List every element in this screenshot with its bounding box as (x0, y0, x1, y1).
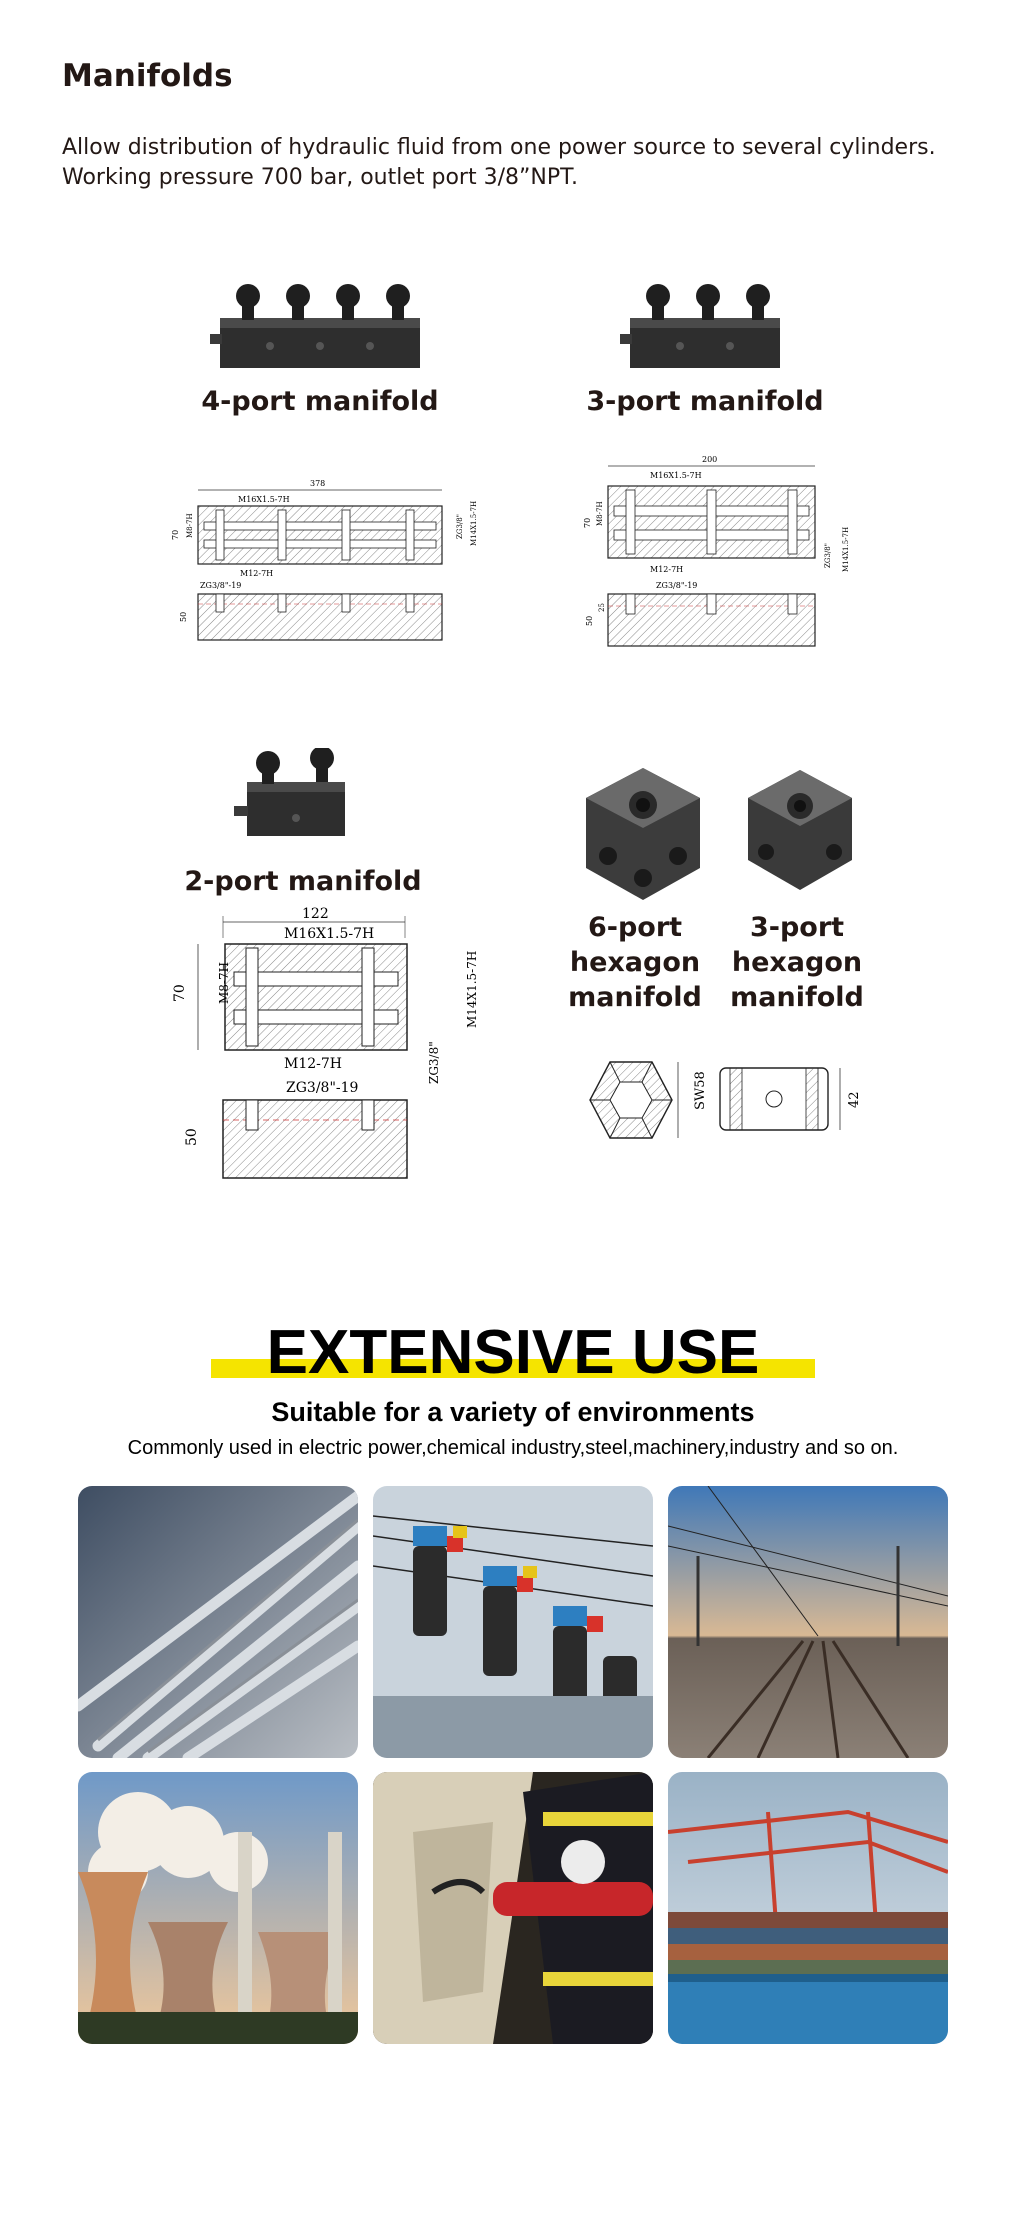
three-port-hex-photo (730, 760, 870, 900)
four-port-dim-height: 70 (171, 529, 180, 540)
three-port-dim-width: 200 (702, 455, 718, 464)
photo-pipes (78, 1486, 358, 1758)
two-port-thread-top: M16X1.5-7H (284, 926, 375, 942)
three-port-hex-label: 3-port hexagon manifold (730, 912, 864, 1013)
three-port-thread-top: M16X1.5-7H (650, 471, 702, 480)
photo-railway (668, 1486, 948, 1758)
three-port-hex-dim-height: 42 (847, 1091, 862, 1108)
three-port-drawing (570, 452, 870, 652)
two-port-port-thread: ZG3/8"-19 (286, 1080, 359, 1096)
four-port-manifold-photo (210, 278, 435, 378)
three-port-side-thread: M14X1.5-7H (842, 526, 850, 572)
three-port-dim-small: 25 (598, 603, 606, 612)
four-port-label: 4-port manifold (201, 386, 439, 417)
page-description (62, 133, 1022, 193)
four-port-thread-side: M8-7H (186, 513, 194, 538)
three-port-side-port: ZG3/8" (824, 543, 832, 568)
four-port-thread-bottom: M12-7H (240, 569, 274, 578)
page-title: Manifolds (62, 58, 233, 94)
two-port-thread-side: M8-7H (217, 961, 231, 1004)
four-port-port-thread: ZG3/8"-19 (200, 581, 242, 590)
three-port-thread-side: M8-7H (596, 501, 604, 526)
photo-rescue-worker (373, 1772, 653, 2044)
photo-container-port (668, 1772, 948, 2044)
photo-cooling-towers (78, 1772, 358, 2044)
photo-insulators (373, 1486, 653, 1758)
three-port-thread-bottom: M12-7H (650, 565, 684, 574)
six-port-hex-label: 6-port hexagon manifold (568, 912, 702, 1013)
four-port-thread-top: M16X1.5-7H (238, 495, 290, 504)
two-port-dim-height: 70 (172, 984, 188, 1002)
two-port-drawing (150, 898, 490, 1188)
three-port-manifold-photo (620, 278, 790, 378)
three-port-dim-depth: 50 (585, 615, 594, 626)
two-port-thread-bottom: M12-7H (284, 1056, 342, 1072)
two-port-dim-width: 122 (302, 906, 329, 922)
four-port-dim-depth: 50 (179, 611, 188, 622)
two-port-manifold-photo (232, 748, 352, 848)
description-line-1: Allow distribution of hydraulic fluid from one power source to several cylinders. (62, 135, 936, 160)
hexagon-drawings (570, 1040, 870, 1160)
two-port-side-thread: M14X1.5-7H (465, 950, 479, 1028)
description-line-2: Working pressure 700 bar, outlet port 3/8”NPT. (62, 165, 578, 190)
three-port-port-thread: ZG3/8"-19 (656, 581, 698, 590)
two-port-side-port: ZG3/8" (427, 1041, 441, 1084)
two-port-dim-depth: 50 (184, 1128, 200, 1146)
two-port-label: 2-port manifold (184, 866, 422, 897)
four-port-dim-width: 378 (310, 479, 326, 488)
four-port-side-port: ZG3/8" (456, 514, 464, 539)
extensive-description: Commonly used in electric power,chemical industry,steel,machinery,industry and so on. (127, 1437, 899, 1459)
six-port-hex-photo (568, 760, 718, 910)
extensive-subtitle: Suitable for a variety of environments (271, 1397, 755, 1427)
four-port-side-thread: M14X1.5-7H (470, 500, 478, 546)
extensive-title: EXTENSIVE USE (266, 1318, 760, 1387)
four-port-drawing (160, 470, 480, 650)
three-port-dim-height: 70 (583, 517, 592, 528)
three-port-label: 3-port manifold (586, 386, 824, 417)
six-port-hex-dim-sw: SW58 (693, 1071, 708, 1110)
